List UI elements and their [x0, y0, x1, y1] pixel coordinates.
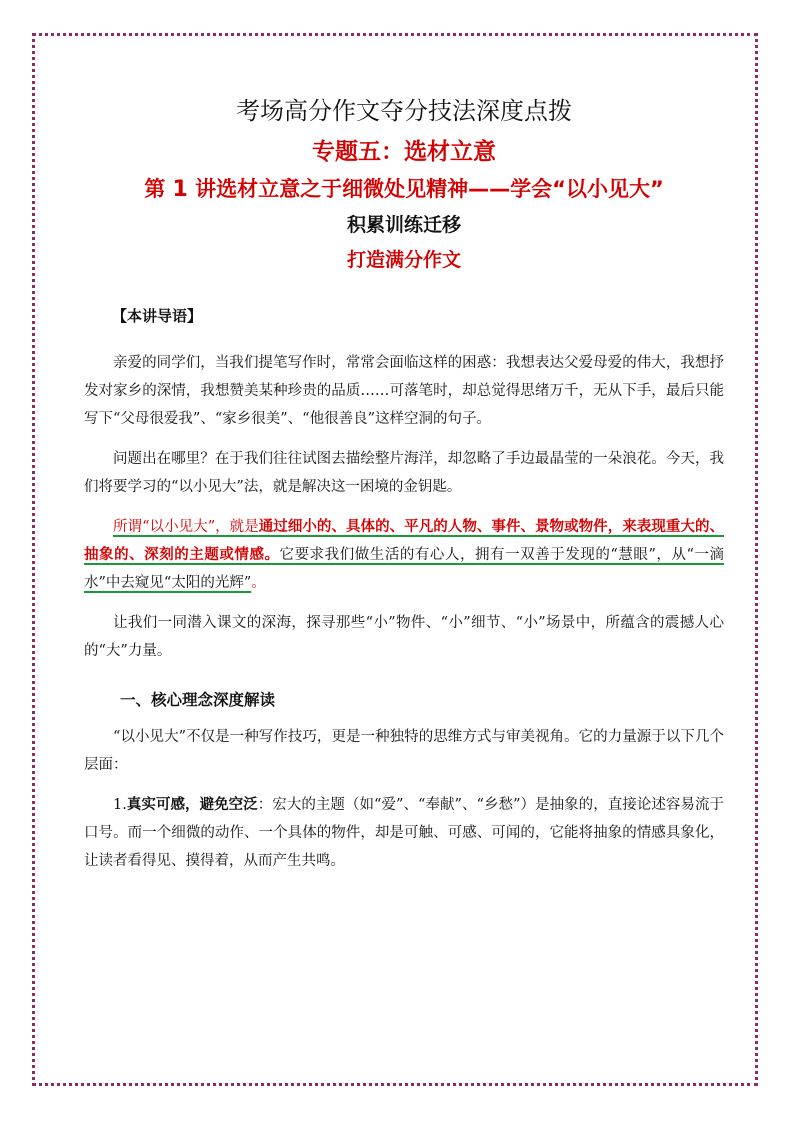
- lesson-title-text: 讲选材立意之于细微处见精神——学会“以小见大”: [195, 177, 664, 201]
- lesson-prefix: 第: [144, 177, 166, 201]
- lesson-number: 1: [172, 177, 188, 202]
- point-1-colon: ：: [257, 797, 273, 813]
- intro-paragraph-2: 问题出在哪里？在于我们往往试图去描绘整片海洋，却忽略了手边最晶莹的一朵浪花。今天，我们将要学习的“以小见大”法，就是解决这一困境的金钥匙。: [84, 451, 724, 495]
- section1-paragraph-1: “以小见大”不仅是一种写作技巧，更是一种独特的思维方式与审美视角。它的力量源于以下几个层面：: [84, 729, 724, 773]
- definition-end: 。: [251, 575, 266, 591]
- intro-tag: 【本讲导语】: [112, 307, 203, 325]
- section-heading-1: 一、核心理念深度解读: [120, 691, 276, 709]
- intro-paragraph-3: [84, 513, 724, 597]
- intro-paragraph-1: 亲爱的同学们，当我们提笔写作时，常常会面临这样的困惑：我想表达父爱母爱的伟大，我想抒发对家乡的深情，我想赞美某种珍贵的品质……可落笔时，却总觉得思绪万千，无从下手，最后只能写下“父母很爱我”、“家乡很美”、“他很善良”这样空洞的句子。: [84, 355, 724, 427]
- document-body: [84, 94, 724, 875]
- main-title: 考场高分作文夺分技法深度点拨: [236, 97, 572, 125]
- definition-followup: 它要求我们做生活的有心人，拥有一双善于发现的“慧眼”，从“一滴水”中去窥见“太阳的光辉”: [84, 547, 724, 591]
- definition-highlight: 通过细小的、具体的、平凡的人物、事件、景物或物件，来表现重大的、抽象的、深刻的主题或情感。: [84, 518, 724, 563]
- definition-lead: 所谓“以小见大”，就是: [113, 519, 259, 535]
- subtitle-black: 积累训练迁移: [346, 214, 461, 236]
- point-1-title: 真实可感，避免空泛: [126, 796, 258, 813]
- point-1-text: 宏大的主题（如“爱”、“奉献”、“乡愁”）是抽象的，直接论述容易流于口号。而一个细微的动作、一个具体的物件，却是可触、可感、可闻的，它能将抽象的情感具象化，让读者看得见、摸得着，从而产生共鸣。: [84, 797, 725, 869]
- point-1-number: 1.: [113, 797, 127, 813]
- section1-point-1: [84, 791, 724, 875]
- lesson-title: [64, 170, 744, 208]
- intro-paragraph-4: 让我们一同潜入课文的深海，探寻那些“小”物件、“小”细节、“小”场景中，所蕴含的震撼人心的“大”力量。: [84, 615, 724, 659]
- topic-title: 专题五：选材立意: [312, 139, 496, 165]
- subtitle-red: 打造满分作文: [346, 249, 461, 271]
